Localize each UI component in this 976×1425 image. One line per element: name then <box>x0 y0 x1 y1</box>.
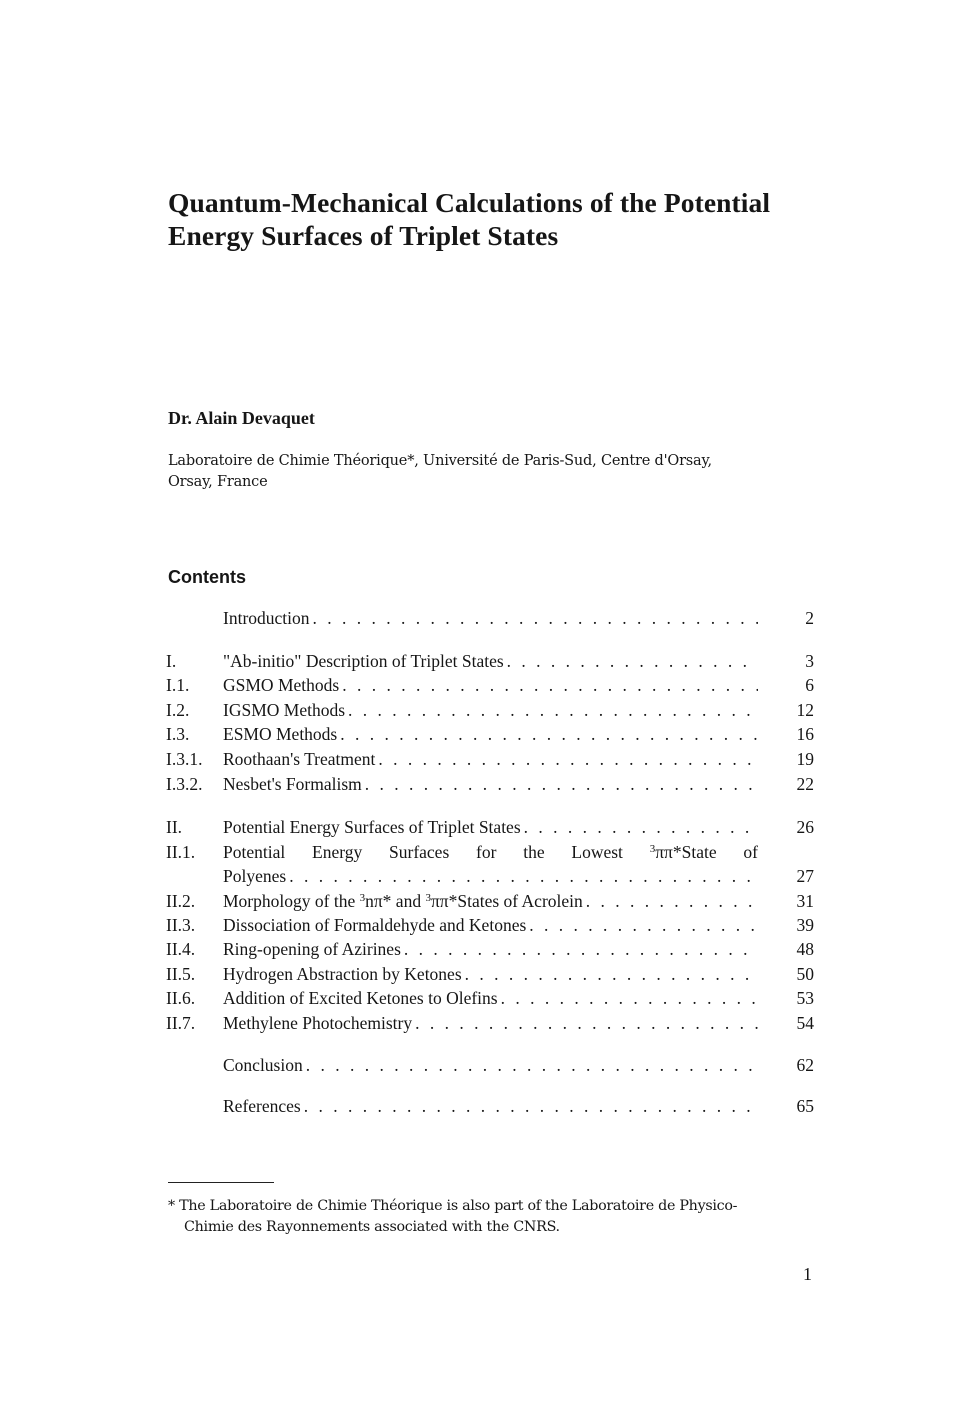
toc-entry-2-3[interactable] <box>166 913 814 937</box>
toc-label: "Ab-initio" Description of Triplet States <box>223 651 504 671</box>
superscript: 3 <box>425 892 431 904</box>
toc-leader <box>465 962 758 986</box>
toc-entry-conclusion[interactable] <box>166 1053 814 1077</box>
toc-number: II.4. <box>166 939 196 959</box>
toc-label: Potential Energy Surfaces of Triplet States <box>223 817 521 837</box>
toc-entry-introduction[interactable] <box>166 606 814 630</box>
toc-label: Conclusion <box>223 1055 303 1075</box>
toc-page: 50 <box>796 964 814 984</box>
toc-number: II.6. <box>166 988 196 1008</box>
toc-page: 16 <box>796 724 814 744</box>
toc-page: 65 <box>796 1096 814 1116</box>
footnote-marker: * <box>168 1198 175 1214</box>
toc-title <box>223 913 758 937</box>
toc-page: 39 <box>796 915 814 935</box>
footnote-line-2: Chimie des Rayonnements associated with the CNRS. <box>184 1219 560 1235</box>
toc-entry-2-7[interactable] <box>166 1011 814 1035</box>
toc-entry-1-1[interactable] <box>166 673 814 697</box>
title-line-1: Quantum-Mechanical Calculations of the Potential <box>168 187 771 218</box>
toc-leader <box>365 772 758 796</box>
toc-leader <box>524 815 758 839</box>
toc-entry-1-2[interactable] <box>166 698 814 722</box>
toc-number: II.5. <box>166 964 196 984</box>
toc-entry-2-1[interactable] <box>166 840 814 864</box>
toc-title <box>223 815 758 839</box>
toc-leader <box>501 986 758 1010</box>
toc-label: Methylene Photochemistry <box>223 1013 413 1033</box>
toc-title <box>223 673 758 697</box>
toc-page: 27 <box>796 866 814 886</box>
affiliation-line-1: Laboratoire de Chimie Théorique*, Université de Paris-Sud, Centre d'Orsay, <box>168 453 712 469</box>
affiliation-line-2: Orsay, France <box>168 474 268 490</box>
toc-entry-2-6[interactable] <box>166 986 814 1010</box>
toc-title <box>223 698 758 722</box>
page-title <box>168 186 828 252</box>
toc-leader <box>340 722 758 746</box>
toc-label: ESMO Methods <box>223 724 338 744</box>
author-name: Dr. Alain Devaquet <box>168 408 315 428</box>
toc-number: I.1. <box>166 675 190 695</box>
toc-title <box>223 1053 758 1077</box>
toc-label-part-1: Morphology of the <box>223 891 360 911</box>
toc-title <box>223 722 758 746</box>
toc-title <box>223 649 758 673</box>
toc-entry-1-3-2[interactable] <box>166 772 814 796</box>
toc-title <box>223 606 758 630</box>
toc-page: 53 <box>796 988 814 1008</box>
toc-entry-1[interactable] <box>166 649 814 673</box>
toc-entry-2-4[interactable] <box>166 937 814 961</box>
contents-heading: Contents <box>168 567 246 587</box>
toc-title <box>223 772 758 796</box>
toc-title <box>223 962 758 986</box>
toc-number: I.3. <box>166 724 190 744</box>
toc-label-part-2: nπ* and <box>365 891 426 911</box>
footnote-text-1: The Laboratoire de Chimie Théorique is also part of the Laboratoire de Physico- <box>179 1198 738 1214</box>
toc-leader <box>529 913 758 937</box>
toc-label: Polyenes <box>223 866 287 886</box>
toc-number: I. <box>166 651 177 671</box>
toc-leader <box>306 1053 758 1077</box>
title-line-2: Energy Surfaces of Triplet States <box>168 220 559 251</box>
toc-label <box>223 889 583 913</box>
toc-leader <box>507 649 758 673</box>
toc-label-part-3: ππ*States of Acrolein <box>430 891 583 911</box>
toc-title <box>223 747 758 771</box>
toc-number: II. <box>166 817 183 837</box>
toc-entry-2-2[interactable] <box>166 889 814 913</box>
toc-leader <box>289 864 758 888</box>
footnote-line-1 <box>168 1196 820 1217</box>
toc-leader <box>313 606 758 630</box>
toc-leader <box>586 889 758 913</box>
toc-title <box>223 937 758 961</box>
toc-entry-2-5[interactable] <box>166 962 814 986</box>
toc-page: 48 <box>796 939 814 959</box>
toc-label-part-1: Potential Energy Surfaces for the Lowest <box>223 842 650 862</box>
footnote-divider <box>168 1182 274 1183</box>
toc-label: IGSMO Methods <box>223 700 346 720</box>
toc-page: 31 <box>796 891 814 911</box>
toc-page: 19 <box>796 749 814 769</box>
toc-title <box>223 840 758 864</box>
toc-leader <box>348 698 758 722</box>
toc-page: 26 <box>796 817 814 837</box>
toc-label: Nesbet's Formalism <box>223 774 362 794</box>
toc-leader <box>342 673 758 697</box>
toc-number: II.2. <box>166 891 196 911</box>
toc-title <box>223 889 758 913</box>
toc-leader <box>415 1011 758 1035</box>
page-number: 1 <box>803 1264 812 1284</box>
toc-entry-references[interactable] <box>166 1094 814 1118</box>
toc-page: 12 <box>796 700 814 720</box>
toc-entry-2-1-continued[interactable] <box>166 864 814 888</box>
toc-label: Introduction <box>223 608 310 628</box>
superscript: 3 <box>359 892 366 904</box>
superscript: 3 <box>649 843 656 855</box>
toc-label: Addition of Excited Ketones to Olefins <box>223 988 498 1008</box>
toc-page: 2 <box>805 608 814 628</box>
toc-label: GSMO Methods <box>223 675 340 695</box>
toc-label-part-2: ππ*State of <box>655 842 758 862</box>
toc-entry-2[interactable] <box>166 815 814 839</box>
toc-page: 3 <box>805 651 814 671</box>
toc-leader <box>404 937 758 961</box>
toc-number: II.3. <box>166 915 196 935</box>
affiliation <box>168 451 828 493</box>
toc-entry-1-3[interactable] <box>166 722 814 746</box>
toc-title <box>223 986 758 1010</box>
toc-number: I.2. <box>166 700 190 720</box>
toc-number: II.1. <box>166 842 196 862</box>
footnote <box>168 1196 820 1238</box>
toc-label: Ring-opening of Azirines <box>223 939 401 959</box>
toc-label: Roothaan's Treatment <box>223 749 376 769</box>
toc-number: I.3.1. <box>166 749 203 769</box>
toc-page: 22 <box>796 774 814 794</box>
toc-page: 62 <box>796 1055 814 1075</box>
toc-label: References <box>223 1096 301 1116</box>
toc-leader <box>304 1094 758 1118</box>
toc-label: Dissociation of Formaldehyde and Ketones <box>223 915 527 935</box>
toc-title <box>223 1011 758 1035</box>
toc-page: 6 <box>805 675 814 695</box>
toc-entry-1-3-1[interactable] <box>166 747 814 771</box>
toc-title <box>223 1094 758 1118</box>
toc-page: 54 <box>796 1013 814 1033</box>
toc-number: II.7. <box>166 1013 196 1033</box>
toc-number: I.3.2. <box>166 774 203 794</box>
toc-leader <box>378 747 758 771</box>
toc-label: Hydrogen Abstraction by Ketones <box>223 964 462 984</box>
toc-title <box>223 864 758 888</box>
